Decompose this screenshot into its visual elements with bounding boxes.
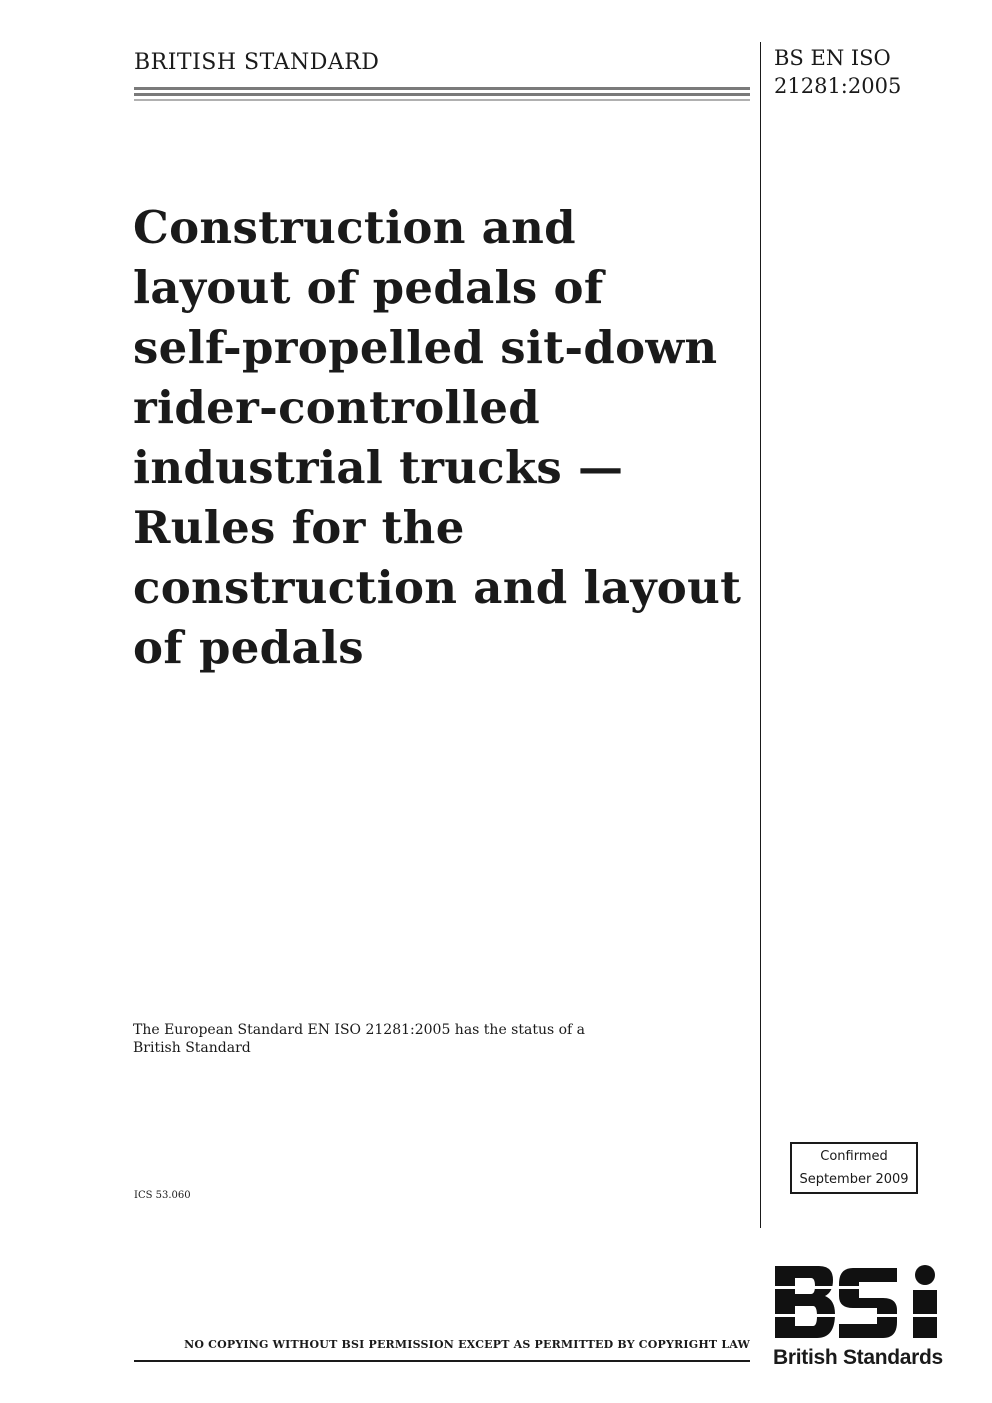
status-statement: [133, 1021, 653, 1057]
title-line: rider-controlled: [133, 381, 541, 434]
footer-rule: [134, 1360, 750, 1362]
copyright-notice: NO COPYING WITHOUT BSI PERMISSION EXCEPT AS PERMITTED BY COPYRIGHT LAW: [184, 1338, 750, 1351]
header-rule: [134, 93, 750, 96]
header-rule: [134, 99, 750, 101]
title-line: Construction and: [133, 201, 576, 254]
vertical-divider: [760, 42, 761, 1228]
status-line: The European Standard EN ISO 21281:2005 has the status of a: [133, 1022, 586, 1038]
document-type-label: BRITISH STANDARD: [134, 50, 380, 75]
bsi-logo-icon: [773, 1262, 951, 1346]
title-line: Rules for the: [133, 501, 465, 554]
confirmed-date: September 2009: [799, 1172, 909, 1187]
document-title: [133, 198, 753, 678]
ics-code: ICS 53.060: [134, 1190, 191, 1201]
title-line: industrial trucks —: [133, 441, 624, 494]
title-line: layout of pedals of: [133, 261, 604, 314]
confirmed-stamp: [790, 1142, 918, 1194]
header-rule: [134, 87, 750, 90]
status-line: British Standard: [133, 1040, 251, 1056]
title-line: self-propelled sit-down: [133, 321, 718, 374]
standard-number-line: BS EN ISO: [774, 46, 891, 70]
standard-number: [774, 44, 901, 100]
title-line: of pedals: [133, 621, 364, 674]
title-line: construction and layout: [133, 561, 742, 614]
bsi-logo-caption: British Standards: [773, 1346, 943, 1369]
standard-number-line: 21281:2005: [774, 74, 902, 98]
confirmed-label: Confirmed: [820, 1149, 888, 1164]
